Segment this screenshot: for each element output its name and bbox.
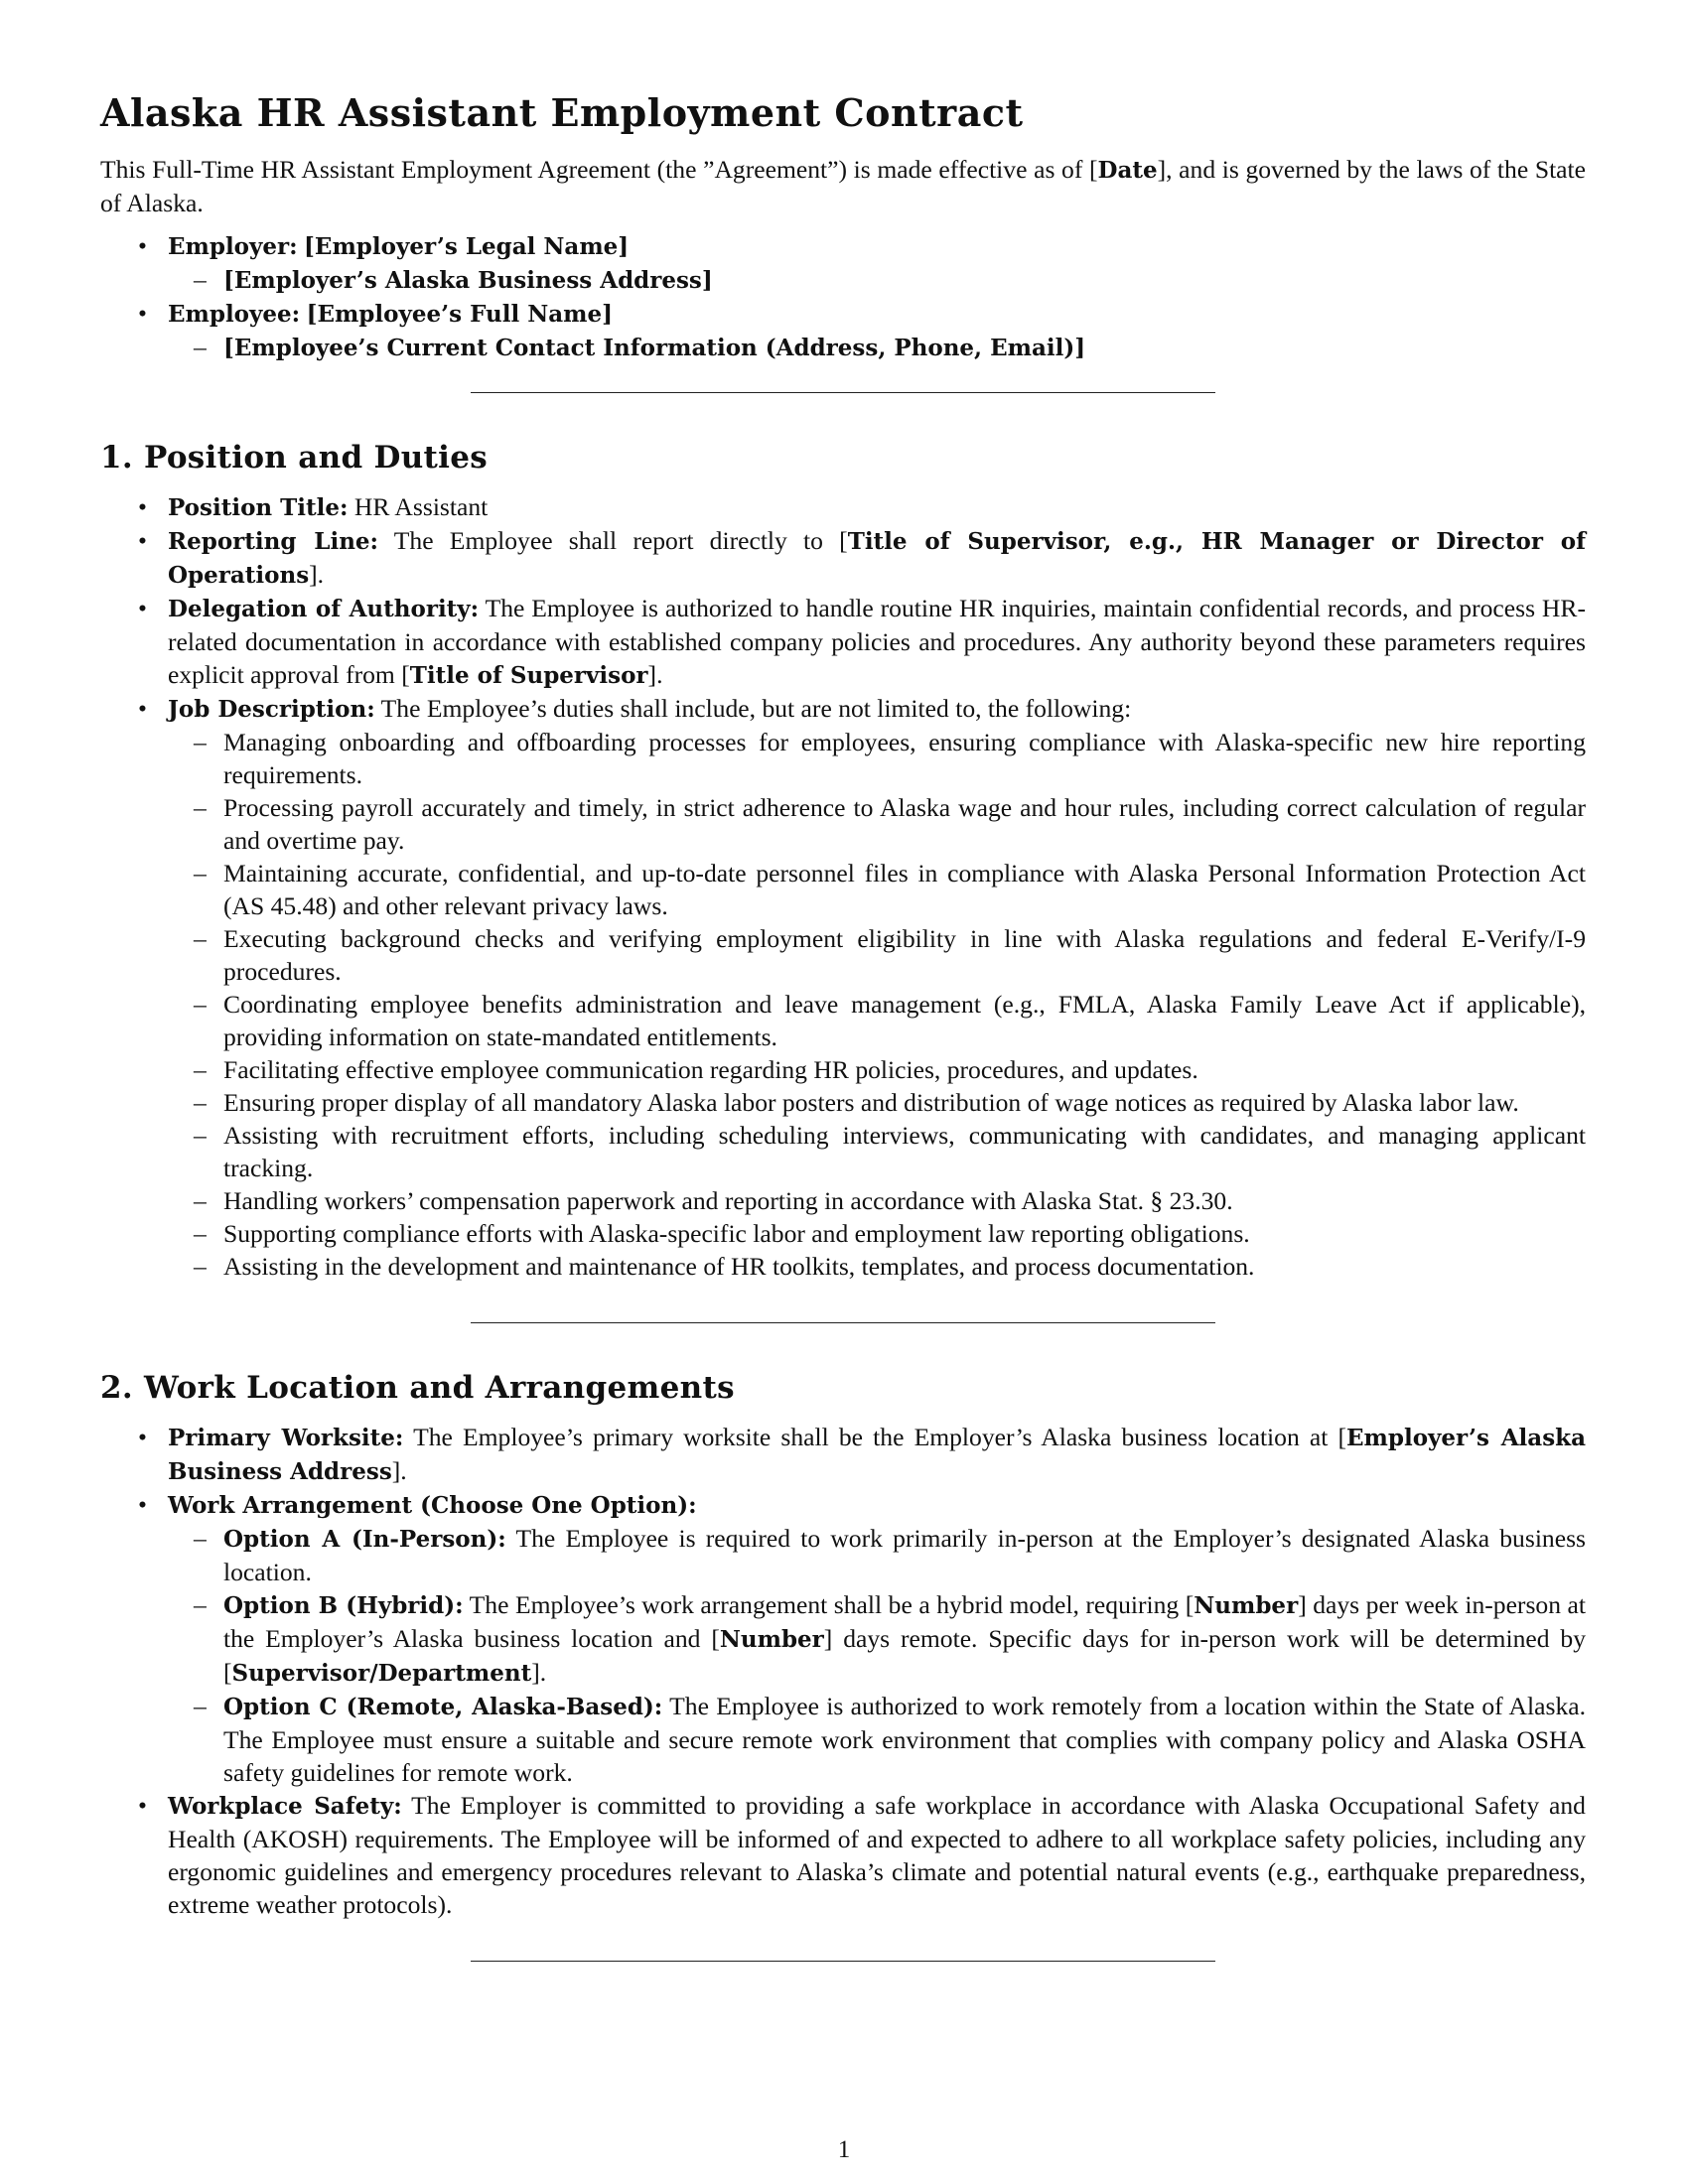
- document-page: [100, 87, 1586, 1962]
- option-b: – Option B (Hybrid): The Employee’s work arrangement shall be a hybrid model, requiring [Number] days per week in-person at the Employer’s Alaska business location and [Number] days remote. Specific days for in-person work will be determined by [Supervisor/Department].: [162, 1588, 1586, 1690]
- reporting-line-item: • Reporting Line: The Employee shall report directly to [Title of Supervisor, e.g., HR Manager or Director of Operations].: [100, 524, 1586, 592]
- employer-item: • Employer: [Employer’s Legal Name] – [Employer’s Alaska Business Address]: [100, 229, 1586, 297]
- employee-item: • Employee: [Employee’s Full Name] – [Employee’s Current Contact Information (Address, Phone, Email)]: [100, 297, 1586, 364]
- section-1-heading: 1. Position and Duties: [100, 440, 489, 476]
- option-c: – Option C (Remote, Alaska-Based): The Employee is authorized to work remotely from a location within the State of Alaska. The Employee must ensure a suitable and secure remote work environment that complies with company policy and Alaska OSHA safety guidelines for remote work.: [162, 1690, 1586, 1789]
- parties-list: [100, 229, 1586, 364]
- list-item: – Supporting compliance efforts with Alaska-specific labor and employment law reporting obligations.: [162, 1217, 1586, 1250]
- list-item: – Assisting in the development and maintenance of HR toolkits, templates, and process documentation.: [162, 1250, 1586, 1283]
- list-item: – Facilitating effective employee communication regarding HR policies, procedures, and updates.: [162, 1053, 1586, 1086]
- page-number: 1: [837, 2136, 851, 2163]
- section-divider: [471, 1961, 1215, 1962]
- employee-contact: – [Employee’s Current Contact Information (Address, Phone, Email)]: [162, 331, 1586, 364]
- section-2-list: [100, 1421, 1586, 1921]
- employer-address: – [Employer’s Alaska Business Address]: [162, 263, 1586, 297]
- section-2-heading: 2. Work Location and Arrangements: [100, 1370, 735, 1406]
- date-placeholder: Date: [1097, 157, 1158, 184]
- intro-paragraph: This Full-Time HR Assistant Employment Agreement (the ”Agreement”) is made effective as of [Date], and is governed by the laws of the State of Alaska.: [100, 155, 1587, 217]
- list-item: – Handling workers’ compensation paperwork and reporting in accordance with Alaska Stat. § 23.30.: [162, 1184, 1586, 1217]
- list-item: – Processing payroll accurately and timely, in strict adherence to Alaska wage and hour rules, including correct calculation of regular and overtime pay.: [162, 791, 1586, 857]
- options-list: [162, 1522, 1586, 1789]
- list-item: – Maintaining accurate, confidential, and up-to-date personnel files in compliance with Alaska Personal Information Protection Act (AS 45.48) and other relevant privacy laws.: [162, 857, 1586, 922]
- workplace-safety-item: • Workplace Safety: The Employer is committed to providing a safe workplace in accordance with Alaska Occupational Safety and Health (AKOSH) requirements. The Employee will be informed of and expected to adhere to all workplace safety policies, including any ergonomic guidelines and emergency procedures relevant to Alaska’s climate and potential natural events (e.g., earthquake preparedness, extreme weather protocols).: [100, 1789, 1586, 1921]
- list-item: – Coordinating employee benefits administration and leave management (e.g., FMLA, Alaska Family Leave Act if applicable), providing information on state-mandated entitlements.: [162, 988, 1586, 1053]
- work-arrangement-item: • Work Arrangement (Choose One Option): – Option A (In-Person): The Employee is required to work primarily in-person at the Employer’s designated Alaska business location. – Option B (Hybrid): The Employee’s work arrangement shall be a hybrid model, requiring [Number] days per week in-person at the Employer’s Alaska business location and [Number] days remote. Specific days for in-person work will be determined by [Supervisor/Department]. – Option C (Remote, Alaska-Based): The Employee is authorized to work remotely from a location within the State of Alaska. The Employee must ensure a suitable and secure remote work environment that complies with company policy and Alaska OSHA safety guidelines for remote work.: [100, 1488, 1586, 1789]
- job-description-item: • Job Description: The Employee’s duties shall include, but are not limited to, the following: – Managing onboarding and offboarding processes for employees, ensuring compliance with Alaska-specific new hire reporting requirements. – Processing payroll accurately and timely, in strict adherence to Alaska wage and hour rules, including correct calculation of regular and overtime pay. – Maintaining accurate, confidential, and up-to-date personnel files in compliance with Alaska Personal Information Protection Act (AS 45.48) and other relevant privacy laws. – Executing background checks and verifying employment eligibility in line with Alaska regulations and federal E-Verify/I-9 procedures. – Coordinating employee benefits administration and leave management (e.g., FMLA, Alaska Family Leave Act if applicable), providing information on state-mandated entitlements. – Facilitating effective employee communication regarding HR policies, procedures, and updates. – Ensuring proper display of all mandatory Alaska labor posters and distribution of wage notices as required by Alaska labor law. – Assisting with recruitment efforts, including scheduling interviews, communicating with candidates, and managing applicant tracking. – Handling workers’ compensation paperwork and reporting in accordance with Alaska Stat. § 23.30. – Supporting compliance efforts with Alaska-specific labor and employment law reporting obligations. – Assisting in the development and maintenance of HR toolkits, templates, and process documentation.: [100, 692, 1586, 1283]
- section-divider: [471, 392, 1215, 393]
- list-item: – Assisting with recruitment efforts, including scheduling interviews, communicating with candidates, and managing applicant tracking.: [162, 1119, 1586, 1184]
- section-divider: [471, 1322, 1215, 1323]
- option-a: – Option A (In-Person): The Employee is required to work primarily in-person at the Employer’s designated Alaska business location.: [162, 1522, 1586, 1588]
- list-item: – Executing background checks and verifying employment eligibility in line with Alaska regulations and federal E-Verify/I-9 procedures.: [162, 922, 1586, 988]
- position-title-item: • Position Title: HR Assistant: [100, 490, 1586, 524]
- duties-list: [162, 726, 1586, 1283]
- delegation-item: • Delegation of Authority: The Employee is authorized to handle routine HR inquiries, maintain confidential records, and process HR-related documentation in accordance with established company policies and procedures. Any authority beyond these parameters requires explicit approval from [Title of Supervisor].: [100, 592, 1586, 692]
- document-title: Alaska HR Assistant Employment Contract: [100, 90, 1024, 135]
- list-item: – Ensuring proper display of all mandatory Alaska labor posters and distribution of wage notices as required by Alaska labor law.: [162, 1086, 1586, 1119]
- list-item: – Managing onboarding and offboarding processes for employees, ensuring compliance with Alaska-specific new hire reporting requirements.: [162, 726, 1586, 791]
- section-1-list: [100, 490, 1586, 1283]
- primary-worksite-item: • Primary Worksite: The Employee’s primary worksite shall be the Employer’s Alaska business location at [Employer’s Alaska Business Address].: [100, 1421, 1586, 1488]
